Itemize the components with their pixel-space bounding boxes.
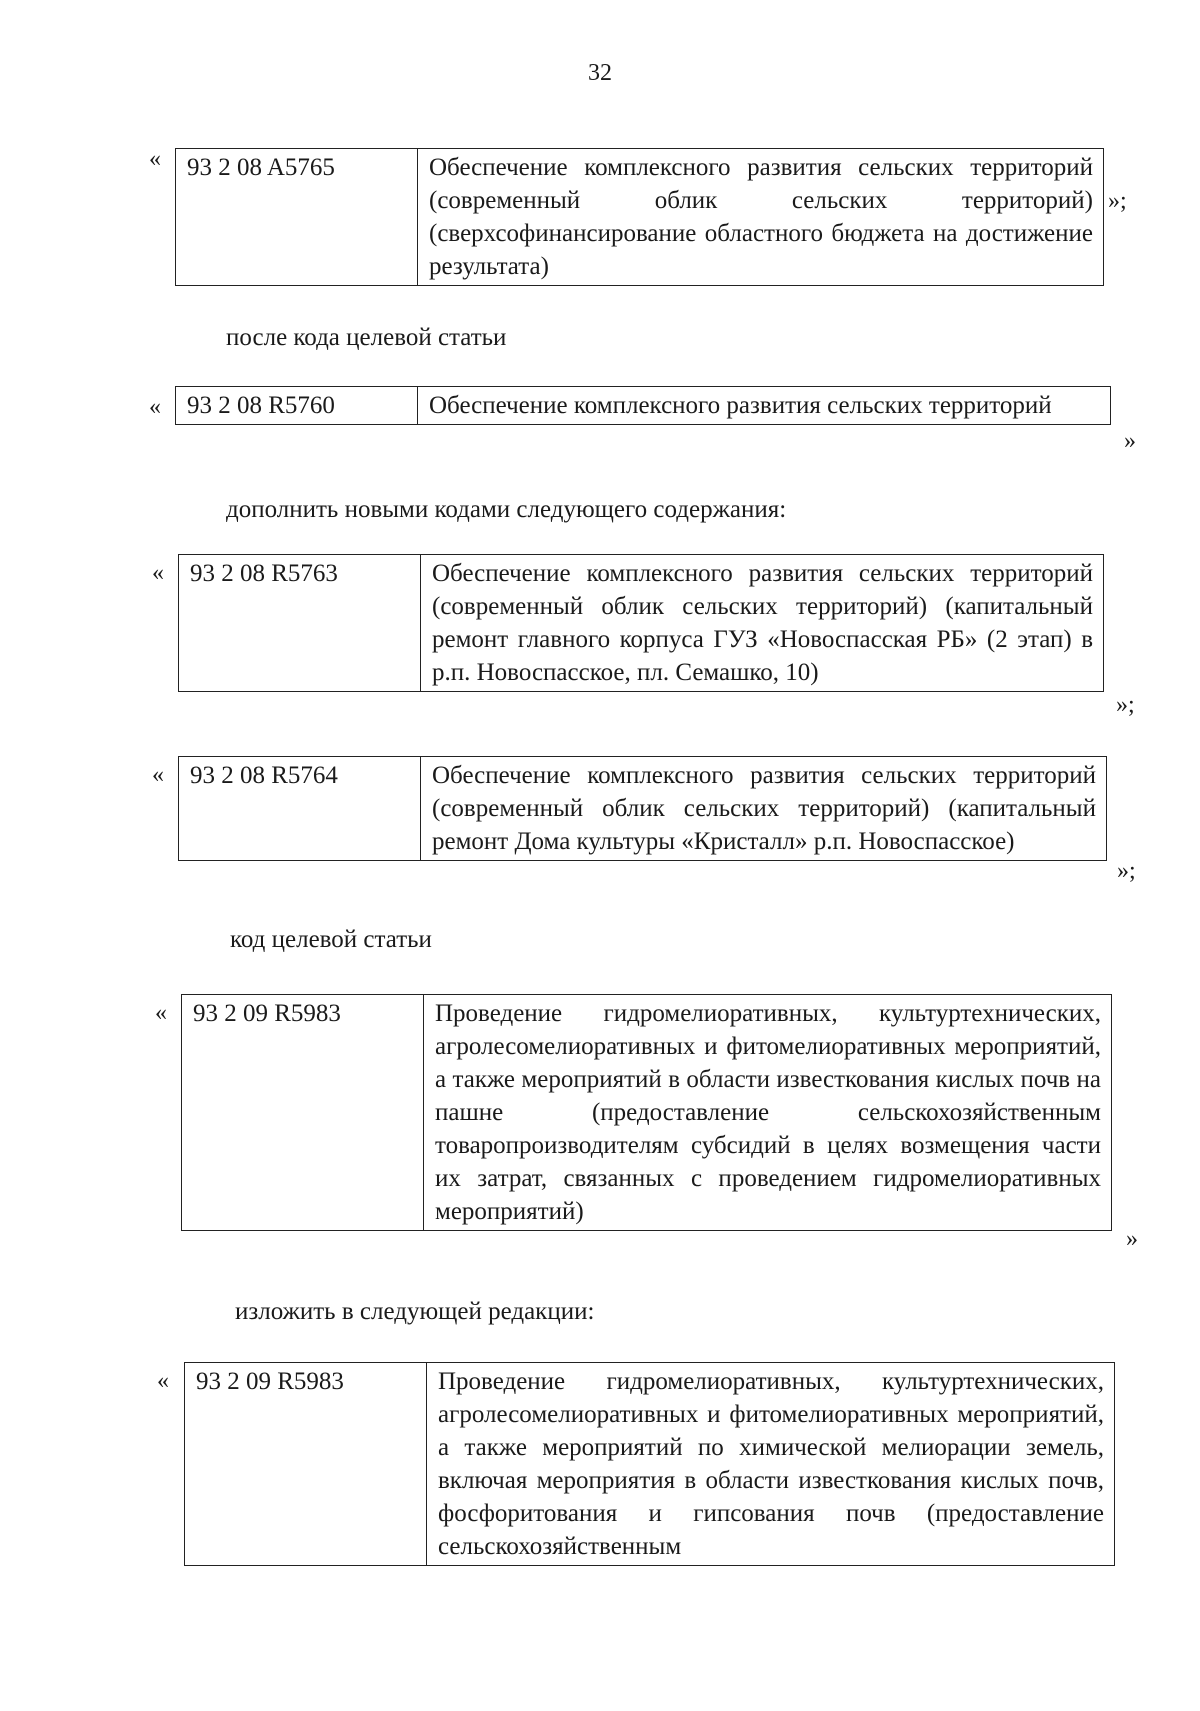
article-code: 93 2 08 R5764 [179, 757, 421, 861]
opening-quote: « [149, 146, 161, 172]
closing-quote: » [1124, 428, 1136, 454]
target-article-table [184, 1362, 1115, 1566]
opening-quote: « [152, 762, 164, 788]
article-code: 93 2 09 R5983 [182, 995, 424, 1231]
opening-quote: « [149, 394, 161, 420]
target-article-table [178, 756, 1107, 861]
target-article-table [175, 148, 1104, 286]
article-code: 93 2 08 A5765 [176, 149, 418, 286]
article-description: Проведение гидромелиоративных, культуртехнических, агролесомелиоративных и фитомелиоративных мероприятий, а также мероприятий по химической мелиорации земель, включая мероприятия в области известкования кислых почв, фосфоритования и гипсования почв (предоставление сельскохозяйственным [427, 1363, 1115, 1566]
instruction-paragraph: после кода целевой статьи [226, 324, 507, 351]
instruction-paragraph: код целевой статьи [230, 926, 432, 953]
opening-quote: « [155, 1000, 167, 1026]
page-number: 32 [588, 60, 612, 86]
target-article-table [175, 386, 1111, 425]
table-row [182, 995, 1112, 1231]
article-description: Обеспечение комплексного развития сельских территорий (современный облик сельских территорий) (капитальный ремонт главного корпуса ГУЗ «Новоспасская РБ» (2 этап) в р.п. Новоспасское, пл. Семашко, 10) [421, 555, 1104, 692]
article-code: 93 2 09 R5983 [185, 1363, 427, 1566]
article-description: Обеспечение комплексного развития сельских территорий (современный облик сельских территорий) (сверхсофинансирование областного бюджета на достижение результата) [418, 149, 1104, 286]
table-row [176, 149, 1104, 286]
closing-quote: »; [1116, 692, 1135, 718]
closing-quote: »; [1108, 188, 1127, 214]
table-row [179, 757, 1107, 861]
target-article-table [178, 554, 1104, 692]
table-row [176, 387, 1111, 425]
article-code: 93 2 08 R5763 [179, 555, 421, 692]
article-code: 93 2 08 R5760 [176, 387, 418, 425]
table-row [185, 1363, 1115, 1566]
opening-quote: « [152, 560, 164, 586]
article-description: Обеспечение комплексного развития сельских территорий (современный облик сельских территорий) (капитальный ремонт Дома культуры «Кристалл» р.п. Новоспасское) [421, 757, 1107, 861]
article-description: Проведение гидромелиоративных, культуртехнических, агролесомелиоративных и фитомелиоративных мероприятий, а также мероприятий в области известкования кислых почв на пашне (предоставление сельскохозяйственным товаропроизводителям субсидий в целях возмещения части их затрат, связанных с проведением гидромелиоративных мероприятий) [424, 995, 1112, 1231]
instruction-paragraph: дополнить новыми кодами следующего содержания: [226, 496, 787, 523]
article-description: Обеспечение комплексного развития сельских территорий [418, 387, 1111, 425]
opening-quote: « [157, 1368, 169, 1394]
closing-quote: » [1126, 1226, 1138, 1252]
target-article-table [181, 994, 1112, 1231]
table-row [179, 555, 1104, 692]
closing-quote: »; [1117, 858, 1136, 884]
instruction-paragraph: изложить в следующей редакции: [235, 1298, 595, 1325]
